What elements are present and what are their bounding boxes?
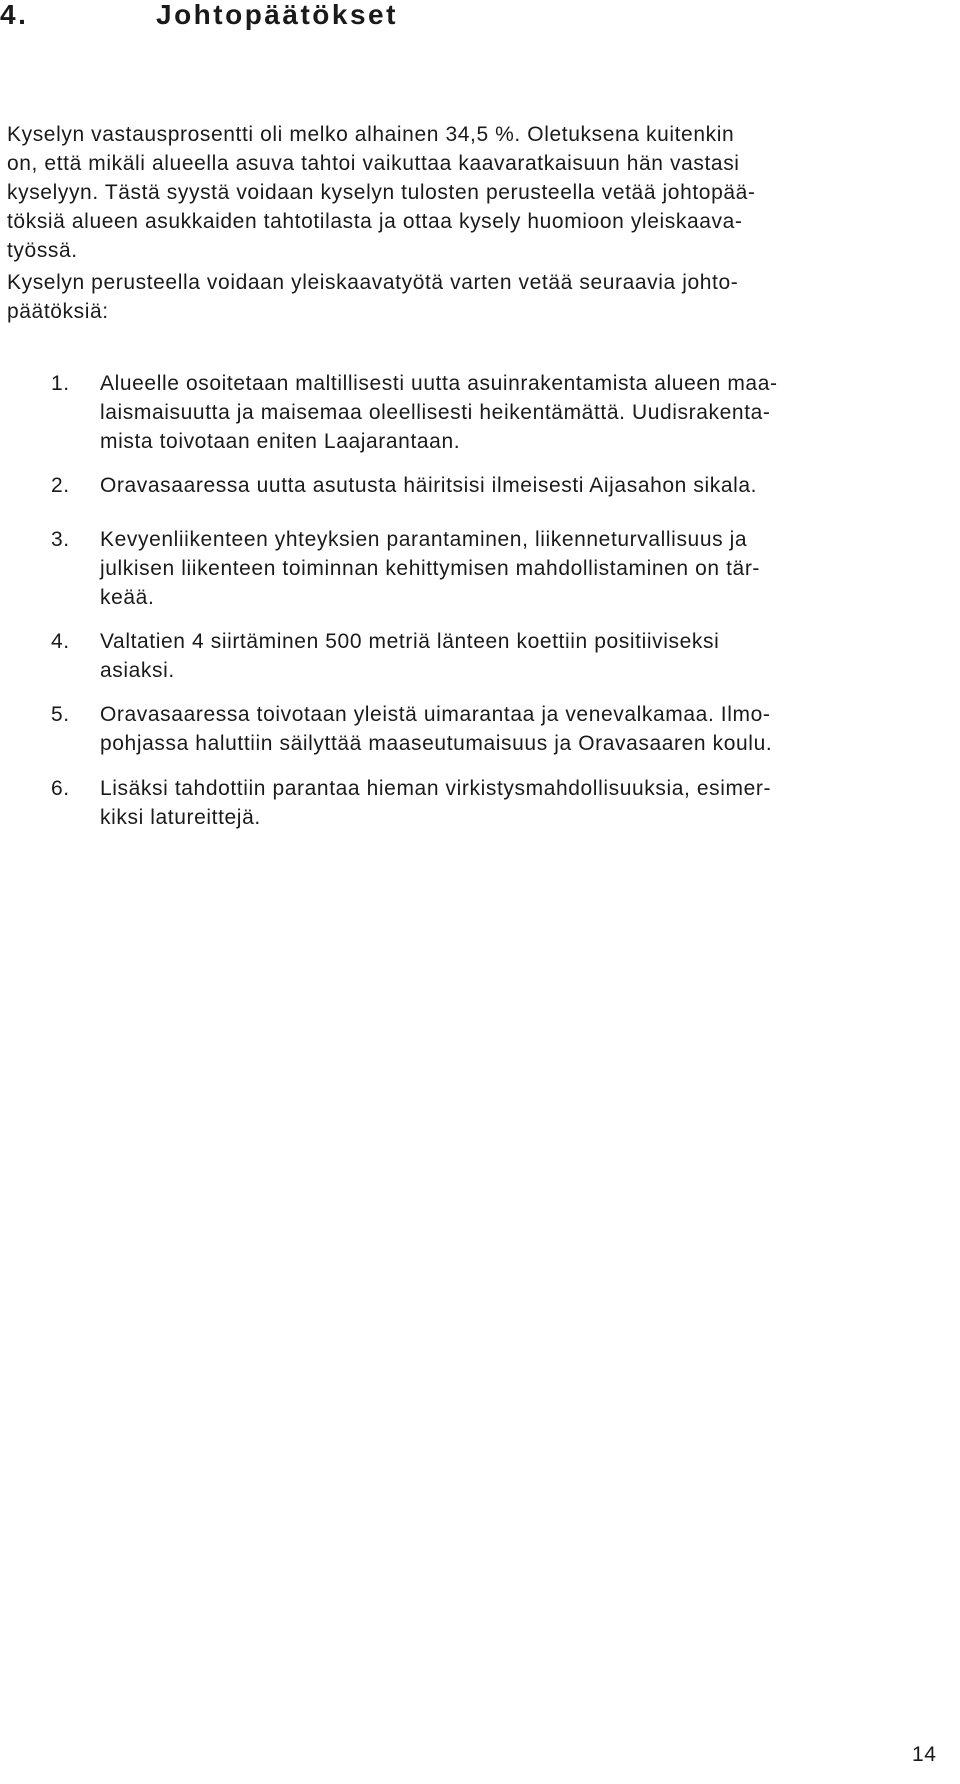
paragraph-line: työssä. xyxy=(7,239,78,262)
item-line: keää. xyxy=(100,586,155,609)
item-number: 3. xyxy=(51,528,70,551)
item-number: 6. xyxy=(51,777,70,800)
item-number: 1. xyxy=(51,372,70,395)
item-line: laismaisuutta ja maisemaa oleellisesti heikentämättä. Uudisrakenta- xyxy=(100,401,771,424)
paragraph-line: töksiä alueen asukkaiden tahtotilasta ja ottaa kysely huomioon yleiskaava- xyxy=(7,210,743,233)
paragraph-line: on, että mikäli alueella asuva tahtoi vaikuttaa kaavaratkaisuun hän vastasi xyxy=(7,152,740,175)
item-line: mista toivotaan eniten Laajarantaan. xyxy=(100,430,461,453)
item-text xyxy=(100,525,760,612)
item-text xyxy=(100,471,757,500)
paragraph-line: kyselyyn. Tästä syystä voidaan kyselyn tulosten perusteella vetää johtopää- xyxy=(7,181,756,204)
item-line: Oravasaaressa uutta asutusta häiritsisi ilmeisesti Aijasahon sikala. xyxy=(100,474,758,497)
item-line: julkisen liikenteen toiminnan kehittymisen mahdollistaminen on tär- xyxy=(100,557,761,580)
item-line: Valtatien 4 siirtäminen 500 metriä länteen koettiin positiiviseksi xyxy=(100,630,720,653)
item-line: Oravasaaressa toivotaan yleistä uimarantaa ja venevalkamaa. Ilmo- xyxy=(100,703,771,726)
section-number: 4. xyxy=(0,0,29,30)
page-number: 14 xyxy=(912,1743,937,1766)
item-number: 2. xyxy=(51,474,70,497)
item-text xyxy=(100,369,778,456)
conclusions-intro-paragraph xyxy=(7,268,907,326)
item-number: 4. xyxy=(51,630,70,653)
item-text xyxy=(100,774,771,832)
item-line: pohjassa haluttiin säilyttää maaseutumaisuus ja Oravasaaren koulu. xyxy=(100,732,773,755)
item-line: Kevyenliikenteen yhteyksien parantaminen, liikenneturvallisuus ja xyxy=(100,528,748,551)
item-line: Lisäksi tahdottiin parantaa hieman virkistysmahdollisuuksia, esimer- xyxy=(100,777,772,800)
item-line: asiaksi. xyxy=(100,659,175,682)
paragraph-line: Kyselyn vastausprosentti oli melko alhainen 34,5 %. Oletuksena kuitenkin xyxy=(7,123,735,146)
item-text xyxy=(100,700,772,758)
item-number: 5. xyxy=(51,703,70,726)
paragraph-line: Kyselyn perusteella voidaan yleiskaavatyötä varten vetää seuraavia johto- xyxy=(7,271,739,294)
item-line: kiksi latureittejä. xyxy=(100,806,261,829)
item-line: Alueelle osoitetaan maltillisesti uutta asuinrakentamista alueen maa- xyxy=(100,372,778,395)
item-text xyxy=(100,627,719,685)
paragraph-line: päätöksiä: xyxy=(7,300,109,323)
section-heading xyxy=(0,0,398,30)
intro-paragraph xyxy=(7,120,907,265)
section-title: Johtopäätökset xyxy=(156,0,398,30)
